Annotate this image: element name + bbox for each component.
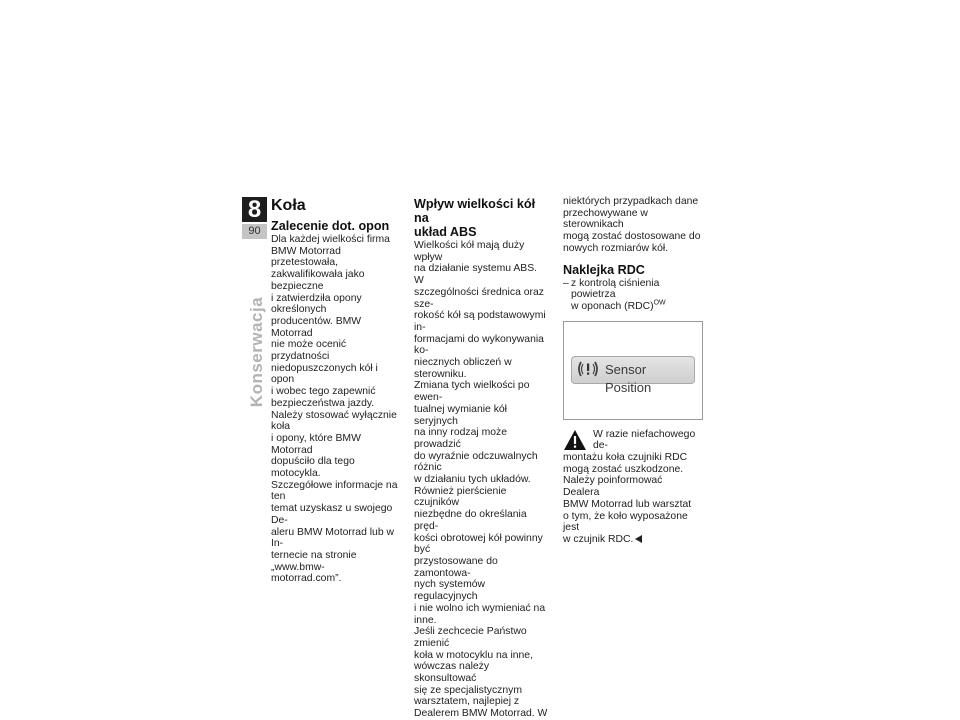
warning-note bbox=[563, 429, 701, 546]
abs-text: Wielkości kół mają duży wpływ na działanie systemu ABS. W szczególności średnica oraz sze- rokość kół są podstawowymi in- formacjami do wykonywania ko- niecznych obliczeń w sterowniku. Zmiana tych wielkości po ewen- tualnej wymianie kół seryjnych na inny rodzaj może prowadzić do wyraźnie odczuwalnych różnic w działaniu tych układów. Również pierścienie czujników niezbędne do określania pręd- kości obrotowej kół powinny być przystosowane do zamontowa- nych systemów regulacyjnych i nie wolno ich wymieniać na inne. Jeśli zechcecie Państwo zmienić koła w motocyklu na inne, wówczas należy skonsultować się ze specjalistycznym warsztatem, najlepiej z Dealerem BMW Motorrad. W bbox=[414, 240, 548, 720]
section-title: Koła bbox=[271, 197, 306, 214]
column-1 bbox=[271, 196, 403, 585]
rdc-sticker-heading: Naklejka RDC bbox=[563, 262, 645, 277]
abs-text-continued: niektórych przypadkach dane przechowywane w sterownikach mogą zostać dostosowane do nowych rozmiarów kół. bbox=[563, 196, 701, 254]
end-of-section-mark bbox=[635, 535, 642, 543]
tire-pressure-warning-icon bbox=[576, 359, 600, 379]
chapter-number: 8 bbox=[242, 197, 267, 222]
page-number: 90 bbox=[242, 224, 267, 239]
rdc-sticker-figure bbox=[563, 321, 703, 420]
column-3 bbox=[563, 196, 701, 546]
tire-recommendation-text: Dla każdej wielkości firma BMW Motorrad przetestowała, zakwalifikowała jako bezpieczne i zatwierdziła opony określonych producentów. BMW Motorrad nie może ocenić przydatności niedopuszczonych kół i opon i wobec tego zapewnić bezpieczeństwa jazdy. Należy stosować wyłącznie koła i opony, które BMW Motorrad dopuściło dla tego motocykla. Szczegółowe informacje na ten temat uzyskasz u swojego De- aleru BMW Motorrad lub w In- ternecie na stronie „www.bmw- motorrad.com”. bbox=[271, 234, 398, 585]
sensor-position-text: Sensor Position bbox=[605, 361, 652, 395]
column-2 bbox=[414, 196, 549, 720]
tire-recommendation-heading: Zalecenie dot. opon bbox=[271, 219, 390, 233]
rdc-list-item bbox=[563, 278, 701, 313]
list-dash: – bbox=[563, 277, 569, 289]
sensor-position-sticker bbox=[571, 356, 695, 395]
warning-text: W razie niefachowego de- montażu koła czujniki RDC mogą zostać uszkodzone. Należy poinformować Dealera BMW Motorrad lub warsztat o tym, że koło wyposażone jest w czujnik RDC. bbox=[563, 428, 696, 545]
rdc-list-text: z kontrolą ciśnienia powietrza w oponach (RDC) bbox=[571, 277, 660, 312]
abs-heading: Wpływ wielkości kół na układ ABS bbox=[414, 197, 536, 239]
rdc-superscript: OW bbox=[653, 299, 666, 307]
chapter-side-label: Konserwacja bbox=[247, 296, 266, 408]
warning-triangle-icon bbox=[563, 429, 587, 451]
